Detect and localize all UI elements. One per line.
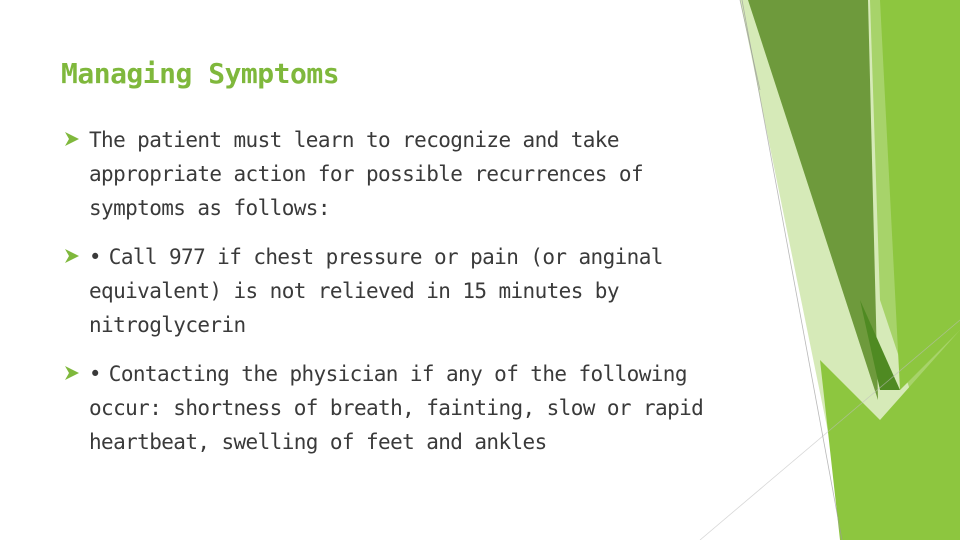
- triangle-arrow-bullet-icon: [62, 363, 82, 383]
- bullet-marker: •: [89, 362, 101, 386]
- bullet-text: [89, 123, 722, 225]
- bullet-text: [89, 357, 722, 459]
- bullet-item: [62, 240, 722, 342]
- slide-title: Managing Symptoms: [61, 57, 340, 90]
- bullet-list: [62, 123, 722, 474]
- bullet-body: Contacting the physician if any of the following occur: shortness of breath, fainting, slow or rapid heartbeat, swelling of feet and ankles: [89, 362, 704, 454]
- bullet-marker: •: [89, 245, 101, 269]
- bullet-item: [62, 357, 722, 459]
- bullet-body: Call 977 if chest pressure or pain (or anginal equivalent) is not relieved in 15 minutes by nitroglycerin: [89, 245, 663, 337]
- bullet-text: [89, 240, 722, 342]
- bullet-body: The patient must learn to recognize and take appropriate action for possible recurrences of symptoms as follows:: [89, 128, 643, 220]
- triangle-arrow-bullet-icon: [62, 129, 82, 149]
- bullet-item: [62, 123, 722, 225]
- triangle-arrow-bullet-icon: [62, 246, 82, 266]
